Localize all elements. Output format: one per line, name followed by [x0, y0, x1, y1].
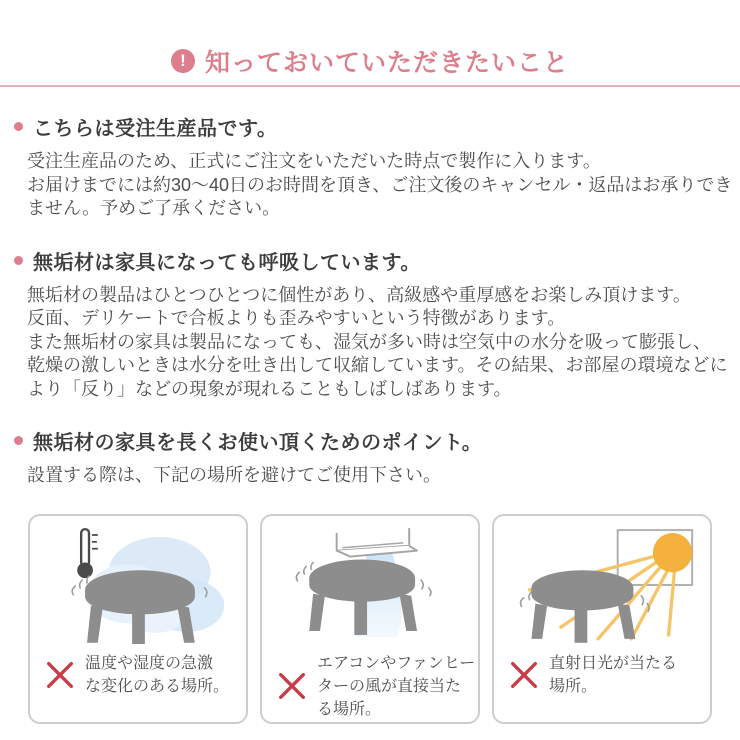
page-title: 知っておいていただきたいこと [204, 49, 569, 77]
x-mark-icon [44, 659, 76, 691]
direct-sunlight-illustration [504, 524, 700, 644]
title-divider [0, 85, 740, 87]
exclamation-circle-icon: ! [171, 49, 195, 73]
air-conditioner-unit [337, 528, 417, 556]
x-mark-icon [276, 670, 308, 702]
table-graphic [85, 570, 195, 644]
warning-caption [504, 652, 700, 698]
warning-box-label: 直射日光が当たる 場所。 [549, 654, 678, 695]
title-row [0, 46, 740, 76]
bullet-icon [14, 122, 23, 131]
warning-caption [272, 652, 476, 721]
direct-sunlight-graphic [504, 524, 700, 644]
section-body: 無垢材の製品はひとつひとつに個性があり、高級感や重厚感をお楽しみ頂けます。 反面、デリケートで合板よりも歪みやすいという特徴があります。 また無垢材の家具は製品になっても、湿気が多い時は空気中の水分を吸って膨張し、 乾燥の激しいときは水分を吐き出して収縮しています。その結果、お部屋の環境などに より「反り」などの現象が現れることもしばしばあります。 [27, 284, 728, 399]
warning-boxes-row [28, 514, 712, 724]
section-heading-text: 無垢材の家具を長くお使い頂くためのポイント。 [33, 432, 483, 454]
warning-box-temperature-humidity [28, 514, 248, 724]
bullet-icon [14, 256, 23, 265]
bullet-icon [14, 436, 23, 445]
warning-box-label: エアコンやファンヒー ターの風が直接当た る場所。 [317, 654, 476, 718]
temperature-humidity-graphic [40, 524, 236, 644]
section-made-to-order [27, 112, 733, 221]
section-heading [14, 246, 710, 275]
section-body: 受注生産品のため、正式にご注文をいただいた時点で製作に入ります。 お届けまでには約30～40日のお時間を頂き、ご注文後のキャンセル・返品はお承りでき ません。予めご了承ください。 [27, 151, 733, 218]
warning-box-air-conditioner [260, 514, 480, 724]
section-solid-wood-breathes [27, 246, 728, 402]
section-heading-text: こちらは受注生産品です。 [33, 118, 278, 140]
content [0, 112, 740, 488]
section-body: 設置する際は、下記の場所を避けてご使用下さい。 [27, 465, 441, 485]
air-conditioner-graphic [272, 524, 468, 644]
x-mark-icon [508, 659, 540, 691]
sun-graphic [653, 533, 692, 572]
air-conditioner-illustration [272, 524, 468, 644]
section-heading [14, 112, 710, 141]
table-graphic [309, 559, 417, 634]
header [0, 0, 740, 87]
section-usage-points [27, 426, 710, 488]
section-heading [14, 426, 710, 455]
warning-box-direct-sunlight [492, 514, 712, 724]
temperature-humidity-illustration [40, 524, 236, 644]
warning-box-label: 温度や湿度の急激 な変化のある場所。 [85, 654, 230, 695]
thermometer-icon [77, 529, 98, 578]
section-heading-text: 無垢材は家具になっても呼吸しています。 [33, 251, 421, 274]
table-graphic [531, 570, 635, 643]
warning-caption [40, 652, 236, 698]
